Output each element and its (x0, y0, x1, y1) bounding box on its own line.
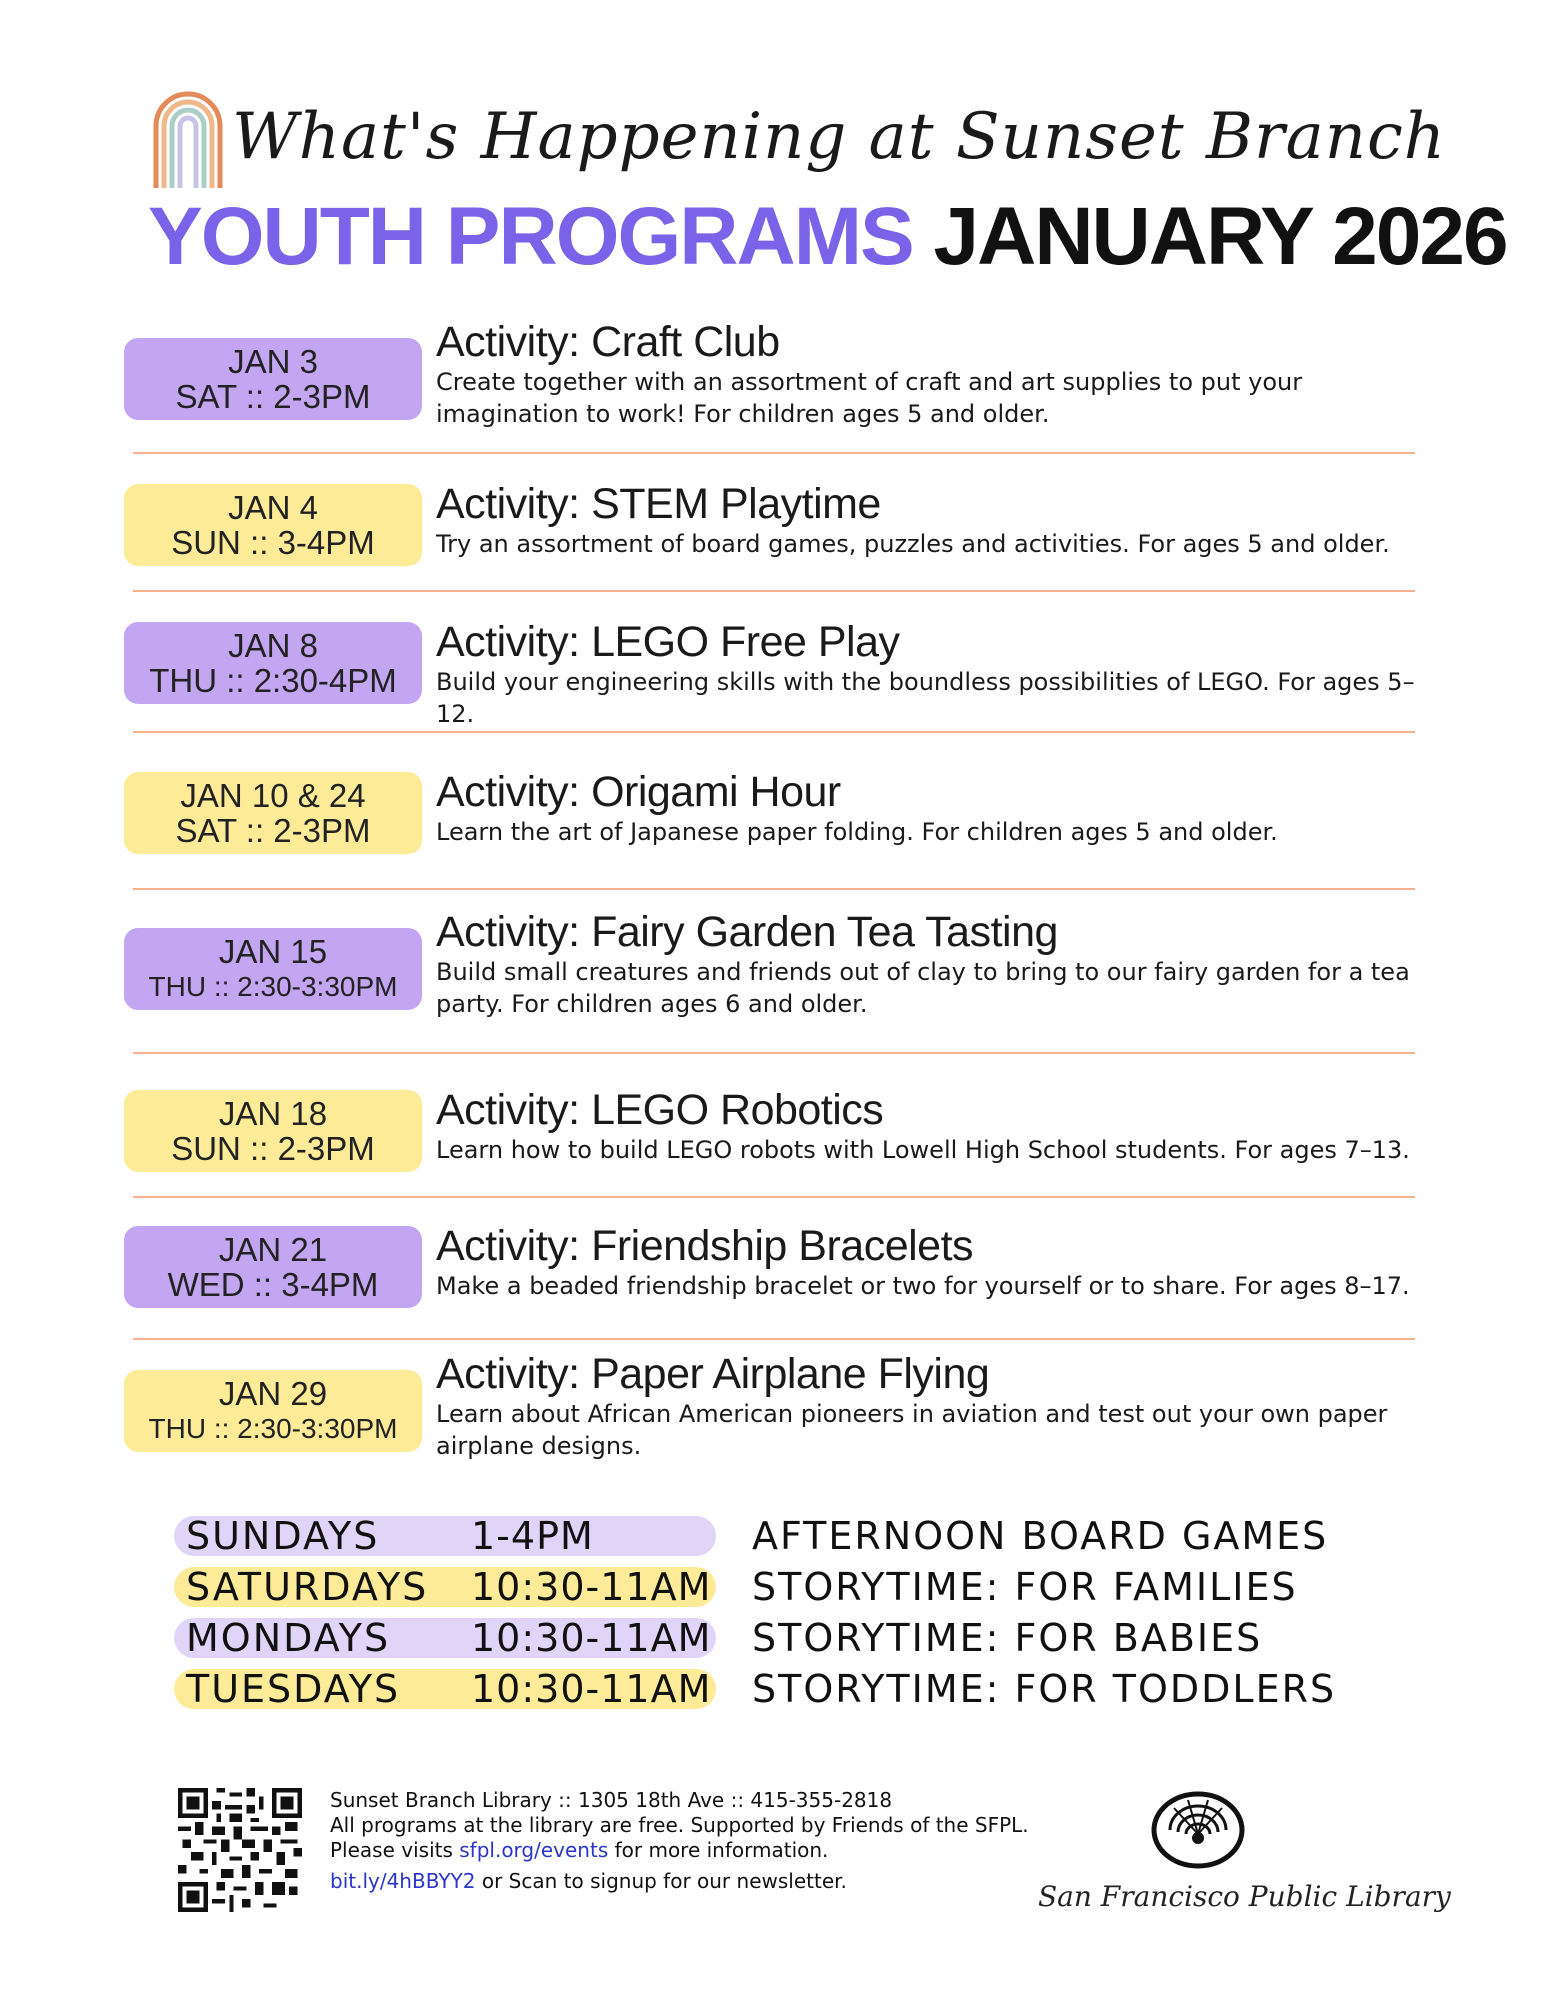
date-badge (124, 772, 422, 854)
events-link[interactable]: sfpl.org/events (459, 1838, 609, 1862)
event-description: Make a beaded friendship bracelet or two for yourself or to share. For ages 8–17. (436, 1272, 1410, 1300)
event-item (124, 1350, 1414, 1470)
event-text (436, 1350, 1426, 1462)
schedule-time: 10:30-11AM (471, 1565, 712, 1609)
event-date: JAN 15 (218, 933, 328, 970)
event-title: Activity: LEGO Robotics (436, 1086, 884, 1134)
event-description: Build small creatures and friends out of clay to bring to our fairy garden for a tea party. For children ages 6 and older. (436, 958, 1410, 1018)
event-date: JAN 10 & 24 (180, 777, 366, 814)
event-time: THU :: 2:30-4PM (149, 662, 397, 699)
library-logo-icon (1150, 1790, 1246, 1870)
event-description: Learn how to build LEGO robots with Lowell High School students. For ages 7–13. (436, 1136, 1410, 1164)
date-badge (124, 622, 422, 704)
event-date: JAN 29 (218, 1375, 328, 1412)
event-title: Activity: LEGO Free Play (436, 618, 900, 666)
library-name: San Francisco Public Library (1038, 1880, 1451, 1913)
event-text (436, 1086, 1426, 1166)
event-text (436, 1222, 1426, 1302)
event-date: JAN 18 (218, 1095, 328, 1132)
date-badge (124, 484, 422, 566)
schedule-activity: STORYTIME: FOR FAMILIES (752, 1565, 1298, 1609)
event-date: JAN 4 (228, 489, 318, 526)
library-address: Sunset Branch Library :: 1305 18th Ave :: 415-355-2818 (330, 1788, 893, 1812)
script-title: What's Happening at Sunset Branch (232, 100, 1446, 174)
schedule-activity: STORYTIME: FOR TODDLERS (752, 1667, 1337, 1711)
more-info-prefix: Please visits (330, 1838, 460, 1862)
schedule-day: TUESDAYS (186, 1667, 401, 1711)
signup-text: or Scan to signup for our newsletter. (475, 1869, 847, 1893)
newsletter-link[interactable]: bit.ly/4hBBYY2 (330, 1869, 476, 1893)
newsletter-signup (330, 1869, 847, 1894)
event-date: JAN 8 (228, 627, 318, 664)
event-item (124, 768, 1414, 858)
schedule-day: SUNDAYS (186, 1514, 380, 1558)
event-text (436, 908, 1426, 1020)
event-time: WED :: 3-4PM (167, 1266, 379, 1303)
schedule-time: 10:30-11AM (471, 1616, 712, 1660)
rainbow-icon (150, 88, 226, 188)
page-title (148, 191, 1507, 282)
divider (133, 1196, 1415, 1198)
event-time: THU :: 2:30-3:30PM (148, 1413, 398, 1444)
event-description: Learn the art of Japanese paper folding. For children ages 5 and older. (436, 818, 1278, 846)
event-time: SAT :: 2-3PM (175, 812, 371, 849)
event-text (436, 318, 1426, 430)
divider (133, 888, 1415, 890)
event-title: Activity: Fairy Garden Tea Tasting (436, 908, 1058, 956)
divider (133, 590, 1415, 592)
event-item (124, 618, 1415, 728)
event-item (124, 908, 1414, 1028)
event-title: Activity: STEM Playtime (436, 480, 881, 528)
schedule-activity: STORYTIME: FOR BABIES (752, 1616, 1263, 1660)
divider (133, 1338, 1415, 1340)
event-text (436, 480, 1426, 560)
schedule-day: SATURDAYS (186, 1565, 429, 1609)
schedule-time: 1-4PM (471, 1514, 594, 1558)
event-text (436, 618, 1426, 730)
schedule-day: MONDAYS (186, 1616, 391, 1660)
footer-info (330, 1788, 1029, 1863)
event-time: SUN :: 3-4PM (171, 524, 375, 561)
event-description: Create together with an assortment of craft and art supplies to put your imagination to work! For children ages 5 and older. (436, 368, 1303, 428)
event-item (124, 480, 1414, 570)
schedule-row (174, 1669, 1414, 1713)
schedule-time: 10:30-11AM (471, 1667, 712, 1711)
more-info-line (330, 1838, 1029, 1863)
date-badge (124, 338, 422, 420)
event-time: SUN :: 2-3PM (171, 1130, 375, 1167)
event-item (124, 1086, 1414, 1176)
event-date: JAN 21 (218, 1231, 328, 1268)
event-title: Activity: Friendship Bracelets (436, 1222, 974, 1270)
schedule-row (174, 1618, 1414, 1662)
event-description: Learn about African American pioneers in aviation and test out your own paper airplane designs. (436, 1400, 1388, 1460)
programs-note: All programs at the library are free. Supported by Friends of the SFPL. (330, 1813, 1029, 1837)
date-badge (124, 1090, 422, 1172)
title-month: JANUARY 2026 (933, 191, 1507, 282)
title-youth-programs: YOUTH PROGRAMS (148, 191, 913, 282)
date-badge (124, 928, 422, 1010)
divider (133, 731, 1415, 733)
event-item (124, 1222, 1414, 1312)
event-description: Try an assortment of board games, puzzles and activities. For ages 5 and older. (436, 530, 1390, 558)
divider (133, 452, 1415, 454)
date-badge (124, 1226, 422, 1308)
date-badge (124, 1370, 422, 1452)
event-title: Activity: Paper Airplane Flying (436, 1350, 990, 1398)
schedule-row (174, 1516, 1414, 1560)
event-title: Activity: Origami Hour (436, 768, 841, 816)
event-description: Build your engineering skills with the boundless possibilities of LEGO. For ages 5–12. (436, 668, 1415, 728)
divider (133, 1052, 1415, 1054)
event-time: SAT :: 2-3PM (175, 378, 371, 415)
schedule-row (174, 1567, 1414, 1611)
schedule-activity: AFTERNOON BOARD GAMES (752, 1514, 1329, 1558)
event-title: Activity: Craft Club (436, 318, 780, 366)
event-text (436, 768, 1426, 848)
event-date: JAN 3 (228, 343, 318, 380)
event-item (124, 318, 1414, 428)
more-info-suffix: for more information. (608, 1838, 829, 1862)
qr-code-icon[interactable] (178, 1788, 302, 1912)
event-time: THU :: 2:30-3:30PM (148, 971, 398, 1002)
